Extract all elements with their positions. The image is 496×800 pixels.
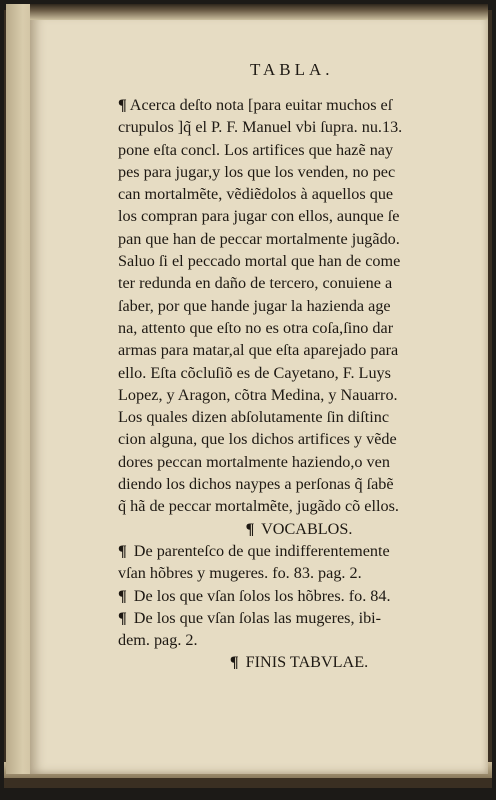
main-entry-line: dores peccan mortalmente haziendo,o ven bbox=[118, 452, 390, 471]
paragraph-mark-icon: ¶ bbox=[118, 608, 127, 627]
main-entry-line: ſaber, por que hande jugar la hazienda age bbox=[118, 296, 391, 315]
paragraph-mark-icon: ¶ bbox=[229, 653, 239, 672]
main-entry-line: los compran para jugar con ellos, aunque ſe bbox=[118, 207, 400, 226]
main-entry-line: Los quales dizen abſolutamente ſin diſtinc bbox=[118, 408, 390, 427]
main-entry-line: crupulos ]q̃ el P. F. Manuel vbi ſupra. nu.13. bbox=[118, 118, 403, 137]
running-head: TABLA. bbox=[250, 60, 334, 79]
paragraph-mark-icon: ¶ bbox=[118, 96, 127, 114]
main-entry-line: pes para jugar,y los que los venden, no pec bbox=[118, 162, 396, 181]
main-entry-line: Saluo ſi el peccado mortal que han de come bbox=[118, 252, 401, 271]
page-top-shadow bbox=[30, 4, 488, 20]
main-entry-line: na, attento que eſto no es otra coſa,ſino dar bbox=[118, 318, 394, 337]
main-entry-line: diendo los dichos naypes a perſonas q̃ ſabẽ bbox=[118, 475, 394, 494]
section-heading: ¶ VOCABLOS. bbox=[245, 519, 353, 538]
page-body bbox=[118, 94, 480, 674]
vocablo-entry-line: ¶ De los que vſan ſolas las mugeres, ibi- bbox=[118, 608, 382, 627]
finis-line: ¶ FINIS TABVLAE. bbox=[229, 653, 369, 672]
paragraph-mark-icon: ¶ bbox=[118, 586, 127, 605]
main-entry-line: q̃ hã de peccar mortalmẽte, jugãdo cõ ellos. bbox=[118, 497, 399, 516]
vocablo-entry-line: dem. pag. 2. bbox=[118, 631, 198, 650]
main-entry-line: armas para matar,al que eſta aparejado para bbox=[118, 341, 399, 360]
paragraph-mark-icon: ¶ bbox=[118, 541, 127, 560]
paragraph-mark-icon: ¶ bbox=[245, 519, 255, 538]
vocablo-entry-line: ¶ De los que vſan ſolos los hõbres. fo. 84. bbox=[118, 586, 391, 605]
main-entry-line: ello. Eſta cõcluſiõ es de Cayetano, F. Luys bbox=[118, 363, 391, 382]
vocablo-entry-line: vſan hõbres y mugeres. fo. 83. pag. 2. bbox=[118, 564, 362, 583]
main-entry-line: ¶ Acerca deſto nota [para euitar muchos eſ bbox=[118, 96, 393, 114]
main-entry-line: pone eſta concl. Los artifices que hazẽ nay bbox=[118, 140, 394, 159]
main-entry-line: can mortalmẽte, vẽdiẽdolos à aquellos que bbox=[118, 185, 394, 204]
main-entry-line: cion alguna, que los dichos artifices y vẽde bbox=[118, 430, 397, 449]
main-entry-line: pan que han de peccar mortalmente jugãdo. bbox=[118, 229, 400, 248]
main-entry-line: Lopez, y Aragon, cõtra Medina, y Nauarro. bbox=[118, 385, 398, 404]
main-entry-line: ter redunda en daño de tercero, conuiene a bbox=[118, 274, 393, 293]
vocablo-entry-line: ¶ De parenteſco de que indifferentemente bbox=[118, 541, 390, 560]
